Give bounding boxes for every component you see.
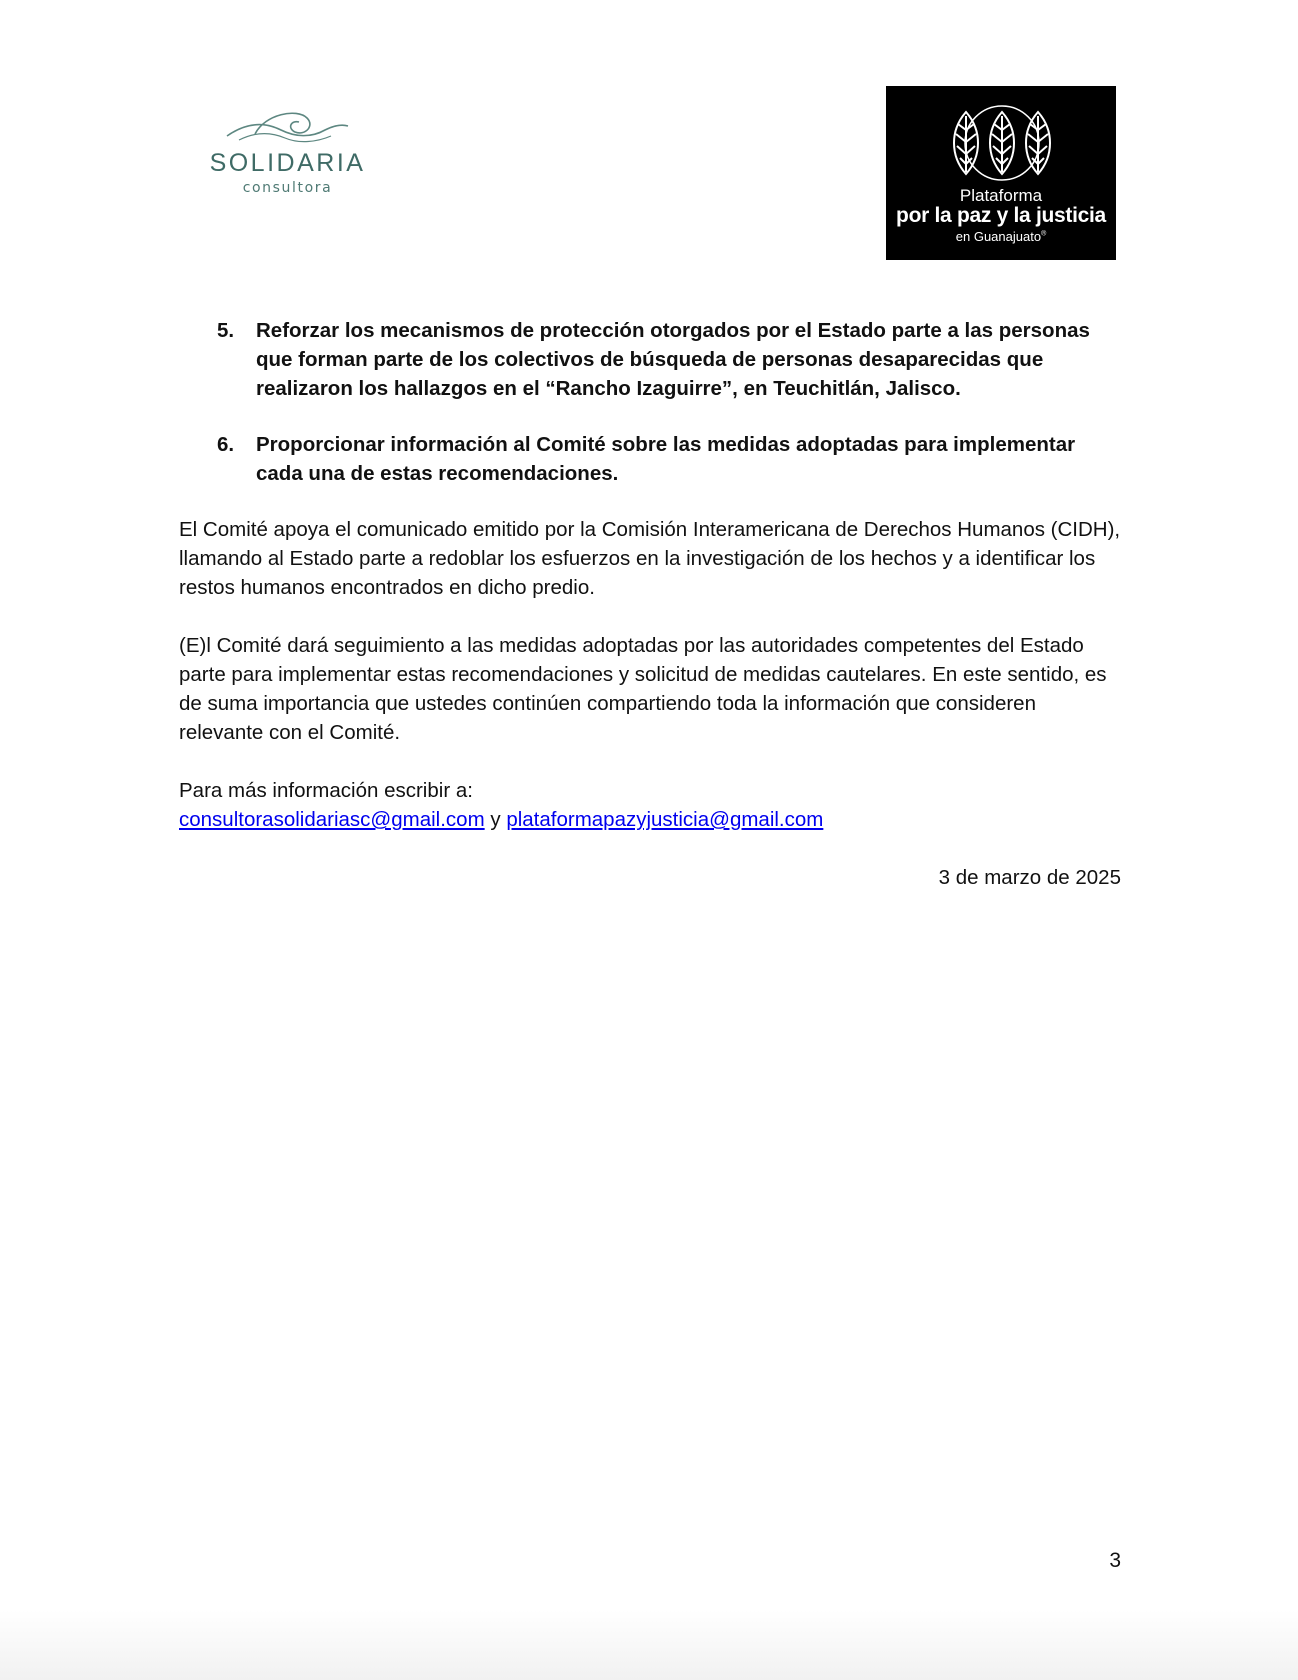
page-number: 3 — [1109, 1549, 1121, 1572]
registered-mark: ® — [1041, 230, 1047, 238]
plataforma-logo-line2: por la paz y la justicia — [896, 204, 1106, 227]
plataforma-logo-line3 — [886, 229, 1116, 244]
recommendation-item — [179, 430, 1121, 488]
document-date: 3 de marzo de 2025 — [938, 866, 1121, 889]
plataforma-logo — [886, 86, 1116, 260]
solidaria-logo-subtitle: consultora — [242, 180, 333, 196]
plataforma-logo-line1: Plataforma — [959, 186, 1043, 205]
solidaria-logo-name: SOLIDARIA — [209, 149, 366, 177]
contact-label: Para más información escribir a: — [179, 779, 473, 802]
contact-block — [179, 776, 1121, 834]
recommendation-item — [179, 316, 1121, 403]
recommendation-text: Proporcionar información al Comité sobre las medidas adoptadas para implementar cada una de estas recomendaciones. — [256, 433, 1076, 485]
recommendation-number: 6. — [217, 433, 235, 456]
recommendation-number: 5. — [217, 319, 235, 342]
viewer-bottom-edge — [0, 1610, 1298, 1680]
email-link-solidaria[interactable]: consultorasolidariasc@gmail.com — [179, 808, 485, 831]
document-body — [179, 316, 1121, 892]
paragraph-seguimiento: (E)l Comité dará seguimiento a las medidas adoptadas por las autoridades competentes del Estado parte para implementar estas recomendaciones y solicitud de medidas cautelares. En este sentido, es de suma importancia que ustedes continúen compartiendo toda la información que consideren relevante con el Comité. — [179, 634, 1107, 744]
recommendation-text: Reforzar los mecanismos de protección otorgados por el Estado parte a las personas que forman parte de los colectivos de búsqueda de personas desaparecidas que realizaron los hallazgos en el “Rancho Izaguirre”, en Teuchitlán, Jalisco. — [256, 319, 1090, 400]
leaves-icon — [946, 104, 1058, 182]
contact-connector: y — [490, 808, 507, 831]
wave-icon — [225, 100, 350, 148]
email-link-plataforma[interactable]: plataformapazyjusticia@gmail.com — [506, 808, 824, 831]
plataforma-logo-region: en Guanajuato — [955, 229, 1042, 244]
solidaria-logo — [205, 100, 370, 200]
paragraph-cidh: El Comité apoya el comunicado emitido por la Comisión Interamericana de Derechos Humanos (CIDH), llamando al Estado parte a redoblar los esfuerzos en la investigación de los hechos y a identificar los restos humanos encontrados en dicho predio. — [179, 518, 1121, 599]
